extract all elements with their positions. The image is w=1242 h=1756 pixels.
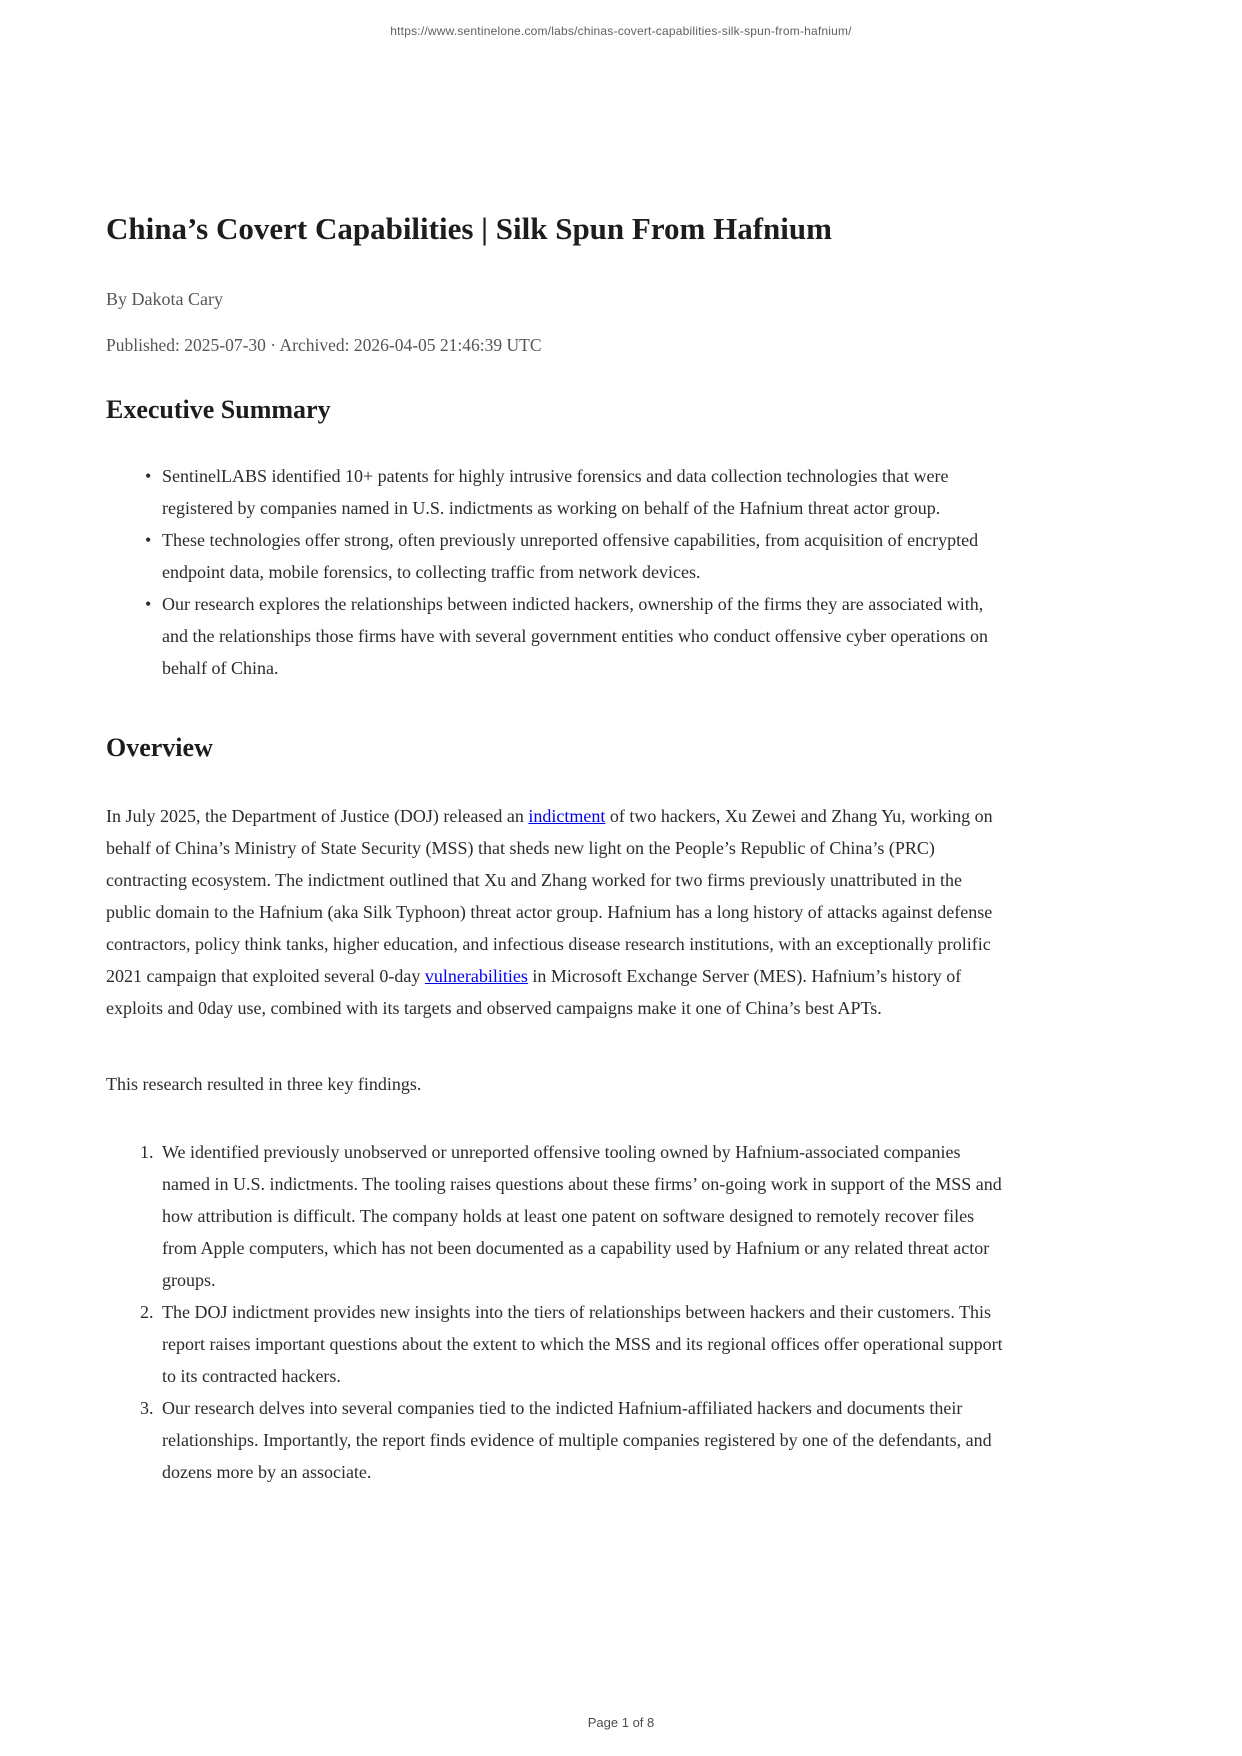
page-number-footer: Page 1 of 8 <box>587 1715 655 1730</box>
paragraph-text: In July 2025, the Department of Justice (DOJ) released an <box>106 806 529 826</box>
author-byline: By Dakota Cary <box>106 289 223 309</box>
paragraph-text: in Microsoft Exchange Server (MES). Hafnium’s history of exploits and 0day use, combined with its targets and observed campaigns make it one of China’s best APTs. <box>106 966 962 1018</box>
key-findings-intro: This research resulted in three key findings. <box>106 1074 422 1094</box>
page-title: China’s Covert Capabilities | Silk Spun From Hafnium <box>106 211 832 246</box>
indictment-link[interactable]: indictment <box>528 806 606 826</box>
vulnerabilities-link[interactable]: vulnerabilities <box>424 966 528 986</box>
published-archived-meta: Published: 2025-07-30 · Archived: 2026-04-05 21:46:39 UTC <box>106 335 542 355</box>
list-item: • Our research explores the relationships between indicted hackers, ownership of the firms they are associated with, and the relationships those firms have with several government entities who conduct offensive cyber operations on behalf of China. <box>106 588 1006 684</box>
overview-paragraph <box>106 800 1006 1024</box>
executive-summary-list <box>106 460 1006 684</box>
list-item: We identified previously unobserved or unreported offensive tooling owned by Hafnium-associated companies named in U.S. indictments. The tooling raises questions about these firms’ on-going work in support of the MSS and how attribution is difficult. The company holds at least one patent on software designed to remotely recover files from Apple computers, which has not been documented as a capability used by Hafnium or any related threat actor groups. <box>162 1142 1002 1290</box>
executive-summary-heading: Executive Summary <box>106 395 331 424</box>
overview-heading: Overview <box>106 733 213 762</box>
article-content <box>106 210 1006 1488</box>
list-item: • These technologies offer strong, often previously unreported offensive capabilities, from acquisition of encrypted endpoint data, mobile forensics, to collecting traffic from network devices. <box>106 524 1006 588</box>
key-findings-list <box>106 1136 1006 1488</box>
archive-url-header: https://www.sentinelone.com/labs/chinas-covert-capabilities-silk-spun-from-hafnium/ <box>390 24 852 38</box>
list-item: Our research delves into several companies tied to the indicted Hafnium-affiliated hackers and documents their relationships. Importantly, the report finds evidence of multiple companies registered by one of the defendants, and dozens more by an associate. <box>162 1398 992 1482</box>
paragraph-text: of two hackers, Xu Zewei and Zhang Yu, working on behalf of China’s Ministry of State Security (MSS) that sheds new light on the People’s Republic of China’s (PRC) contracting ecosystem. The indictment outlined that Xu and Zhang worked for two firms previously unattributed in the public domain to the Hafnium (aka Silk Typhoon) threat actor group. Hafnium has a long history of attacks against defense contractors, policy think tanks, higher education, and infectious disease research institutions, with an exceptionally prolific 2021 campaign that exploited several 0-day <box>106 806 993 986</box>
list-item: The DOJ indictment provides new insights into the tiers of relationships between hackers and their customers. This report raises important questions about the extent to which the MSS and its regional offices offer operational support to its contracted hackers. <box>162 1302 1003 1386</box>
list-item: • SentinelLABS identified 10+ patents for highly intrusive forensics and data collection technologies that were registered by companies named in U.S. indictments as working on behalf of the Hafnium threat actor group. <box>106 460 1006 524</box>
